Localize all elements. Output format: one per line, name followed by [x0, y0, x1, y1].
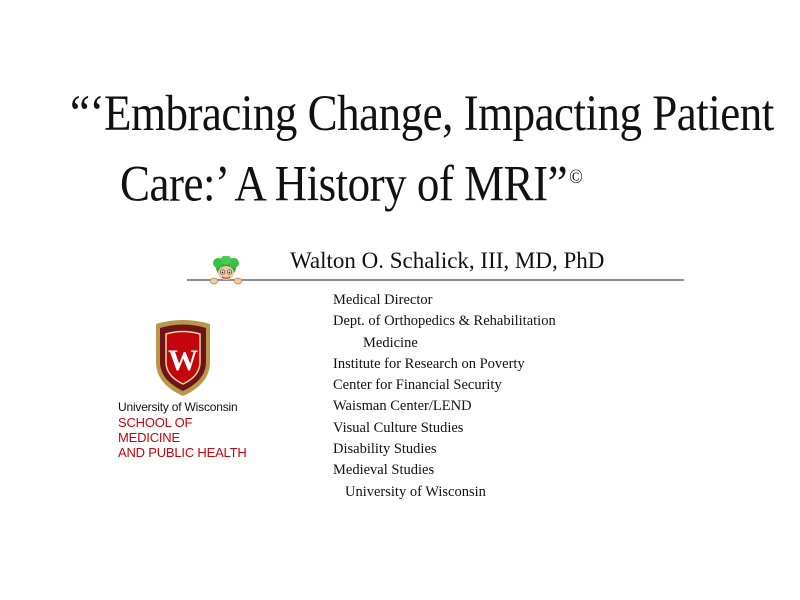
affiliation-item: Medieval Studies	[333, 462, 435, 479]
title-line-2-text: Care:’ A History of MRI”	[120, 155, 568, 212]
crest-letter: W	[168, 344, 198, 377]
slide-title	[70, 82, 774, 215]
affiliation-item: Visual Culture Studies	[333, 419, 464, 436]
uw-wordmark-line-2: SCHOOL OF MEDICINE	[118, 415, 193, 445]
affiliation-item: University of Wisconsin	[345, 483, 486, 500]
uw-wordmark-line-3: AND PUBLIC HEALTH	[118, 445, 247, 460]
affiliation-item: Institute for Research on Poverty	[333, 355, 525, 372]
affiliation-item: Dept. of Orthopedics & Rehabilitation	[333, 313, 556, 330]
uw-crest-logo	[152, 318, 214, 398]
author-name: Walton O. Schalick, III, MD, PhD	[290, 248, 605, 273]
affiliation-item: Disability Studies	[333, 441, 437, 458]
cartoon-face-icon	[207, 256, 245, 286]
uw-wordmark-line-1: University of Wisconsin	[118, 400, 238, 414]
affiliation-item: Medicine	[363, 334, 418, 351]
affiliation-item: Medical Director	[333, 292, 433, 308]
copyright-symbol: ©	[569, 164, 583, 188]
divider-rule	[187, 279, 684, 281]
affiliation-item: Center for Financial Security	[333, 377, 502, 394]
title-line-1: “‘Embracing Change, Impacting Patient	[70, 85, 774, 142]
title-line-2	[70, 145, 770, 216]
uw-wordmark	[118, 400, 248, 460]
affiliation-list	[333, 290, 556, 503]
affiliation-item: Waisman Center/LEND	[333, 398, 472, 415]
